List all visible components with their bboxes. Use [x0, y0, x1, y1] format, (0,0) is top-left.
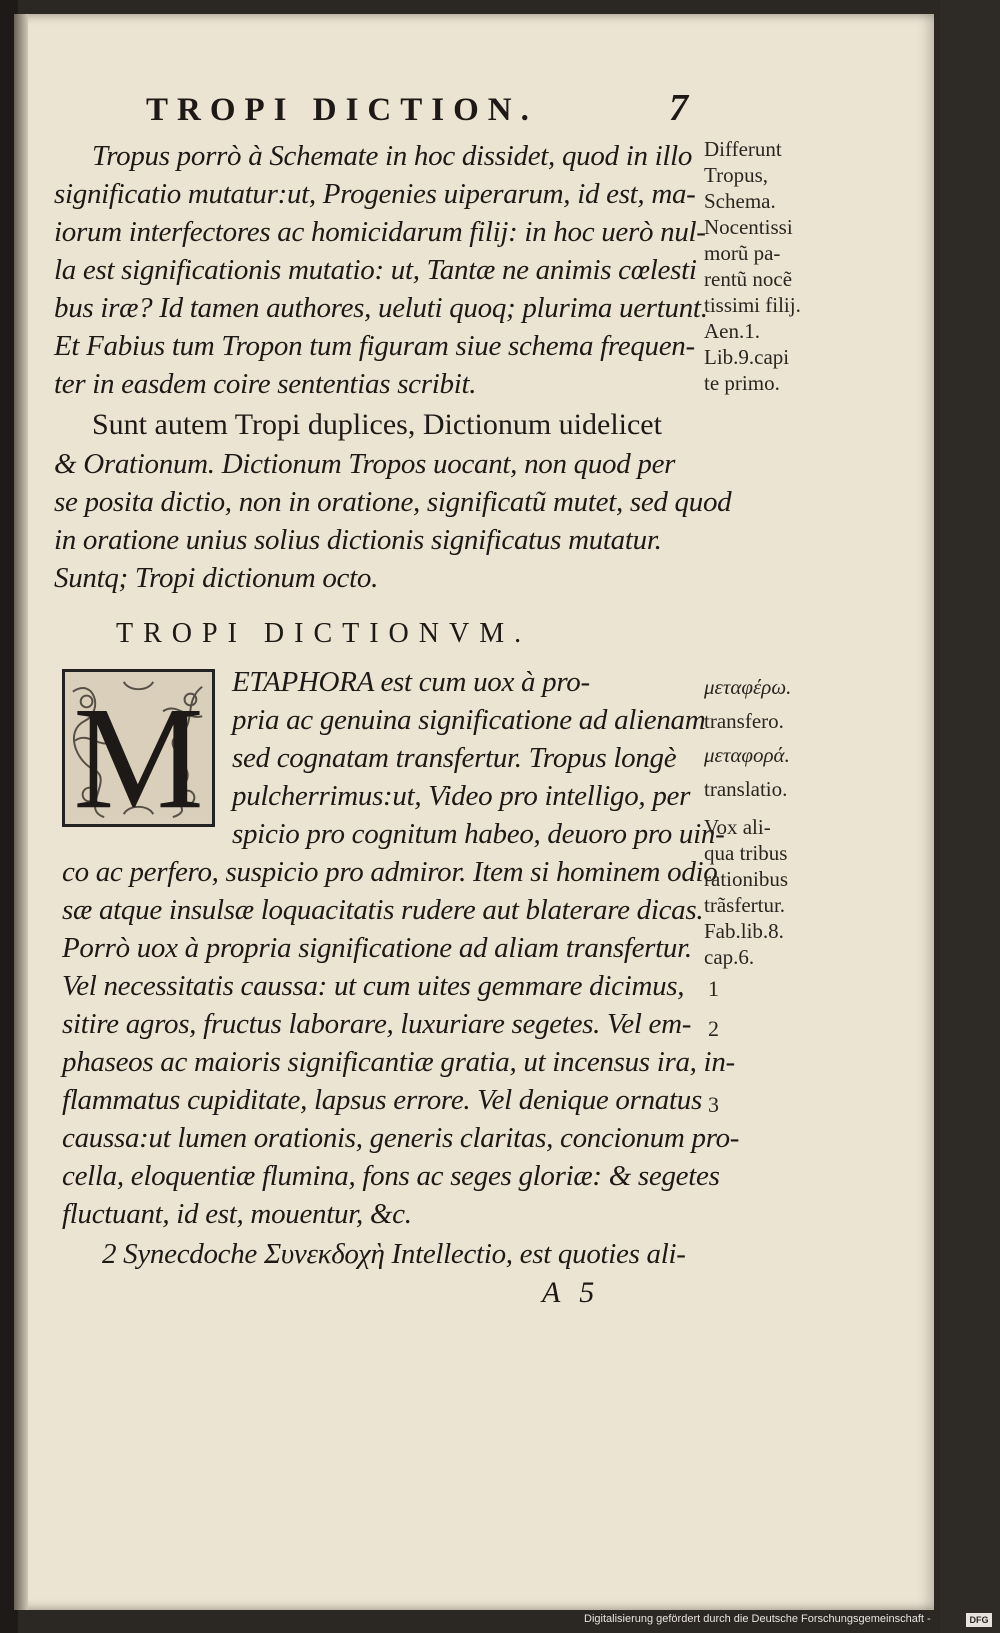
para3-line: Porrò uox à propria significatione ad aliam transfertur. — [62, 932, 692, 964]
para3-line: sed cognatam transfertur. Tropus longè — [232, 742, 677, 774]
page-gutter — [14, 14, 28, 1610]
para3-line: phaseos ac maioris significantiæ gratia, ut incensus ira, in- — [62, 1046, 735, 1078]
marginal-note: morũ pa- — [704, 241, 781, 265]
para1-line: Et Fabius tum Tropon tum figuram siue schema frequen- — [54, 330, 695, 362]
marginal-note: cap.6. — [704, 945, 755, 969]
section-heading: TROPI DICTIONVM. — [116, 618, 532, 649]
para3-line: sitire agros, fructus laborare, luxuriare segetes. Vel em- — [62, 1008, 692, 1040]
marginal-note: Aen.1. — [704, 319, 760, 343]
para3-line: pria ac genuina significatione ad alienam — [232, 704, 706, 736]
marginal-note: te primo. — [704, 371, 780, 395]
running-head: TROPI DICTION. — [146, 92, 538, 128]
para3-line: cella, eloquentiæ flumina, fons ac seges gloriæ: & segetes — [62, 1160, 720, 1192]
para1-line: la est significationis mutatio: ut, Tantæ ne animis cœlesti — [54, 254, 697, 286]
marginal-note: rentũ nocẽ — [704, 267, 793, 291]
digitization-credit: Digitalisierung gefördert durch die Deutsche Forschungsgemeinschaft - — [584, 1613, 931, 1625]
para3-line: sæ atque insulsæ loquacitatis rudere aut blaterare dicas. — [62, 894, 704, 926]
para3-line: spicio pro cognitum habeo, deuoro pro uin- — [232, 818, 725, 850]
para1-line: significatio mutatur:ut, Progenies uiperarum, id est, ma- — [54, 178, 696, 210]
decorated-initial — [62, 669, 215, 827]
scan-background-right — [940, 0, 1000, 1633]
para2-line: & Orationum. Dictionum Tropos uocant, non quod per — [54, 448, 676, 480]
para3-line: ETAPHORA est cum uox à pro- — [232, 666, 590, 698]
para1-line: iorum interfectores ac homicidarum filij: in hoc uerò nul- — [54, 216, 706, 248]
para1-line: Tropus porrò à Schemate in hoc dissidet, quod in illo — [92, 140, 693, 172]
para3-line: caussa:ut lumen orationis, generis claritas, concionum pro- — [62, 1122, 740, 1154]
marginal-note: trãsfertur. — [704, 893, 786, 917]
para1-line: bus iræ? Id tamen authores, ueluti quoq; plurima uertunt. — [54, 292, 708, 324]
para2-line: in oratione unius solius dictionis significatus mutatur. — [54, 524, 662, 556]
marginal-note: Tropus, — [704, 163, 769, 187]
para1-line: ter in easdem coire sententias scribit. — [54, 368, 477, 400]
para3-line: flammatus cupiditate, lapsus errore. Vel denique ornatus — [62, 1084, 702, 1116]
para3-line: pulcherrimus:ut, Video pro intelligo, per — [232, 780, 691, 812]
marginal-note: qua tribus — [704, 841, 788, 865]
decorated-initial-ornament — [65, 672, 212, 824]
margin-number: 3 — [708, 1092, 719, 1117]
para3-line: fluctuant, id est, mouentur, &c. — [62, 1198, 412, 1230]
para2-line: se posita dictio, non in oratione, significatũ mutet, sed quod — [54, 486, 732, 518]
page-number: 7 — [669, 87, 688, 129]
para2-line: Sunt autem Tropi duplices, Dictionum uidelicet — [92, 408, 662, 441]
marginal-note: Differunt — [704, 137, 782, 161]
para3-line: Vel necessitatis caussa: ut cum uites gemmare dicimus, — [62, 970, 685, 1002]
para2-line: Suntq; Tropi dictionum octo. — [54, 562, 379, 594]
marginal-note: rationibus — [704, 867, 788, 891]
marginal-note: transfero. — [704, 709, 784, 733]
marginal-note: Fab.lib.8. — [704, 919, 784, 943]
marginal-note: Vox ali- — [704, 815, 771, 839]
para3-line: 2 Synecdoche Συνεκδοχὴ Intellectio, est quoties ali- — [102, 1238, 686, 1270]
marginal-note: translatio. — [704, 777, 788, 801]
marginal-note: Schema. — [704, 189, 776, 213]
marginal-note-greek: μεταφέρω. — [704, 675, 792, 699]
initial-letter: M — [73, 676, 204, 824]
marginal-note-greek: μεταφορά. — [704, 743, 790, 767]
marginal-note: tissimi filij. — [704, 293, 801, 317]
book-page — [14, 14, 934, 1610]
margin-number: 2 — [708, 1016, 719, 1041]
signature-mark: A 5 — [542, 1276, 601, 1309]
marginal-note: Nocentissi — [704, 215, 793, 239]
para3-line: co ac perfero, suspicio pro admiror. Item si hominem odio — [62, 856, 718, 888]
dfg-logo: DFG — [966, 1613, 992, 1627]
margin-number: 1 — [708, 976, 719, 1001]
marginal-note: Lib.9.capi — [704, 345, 790, 369]
